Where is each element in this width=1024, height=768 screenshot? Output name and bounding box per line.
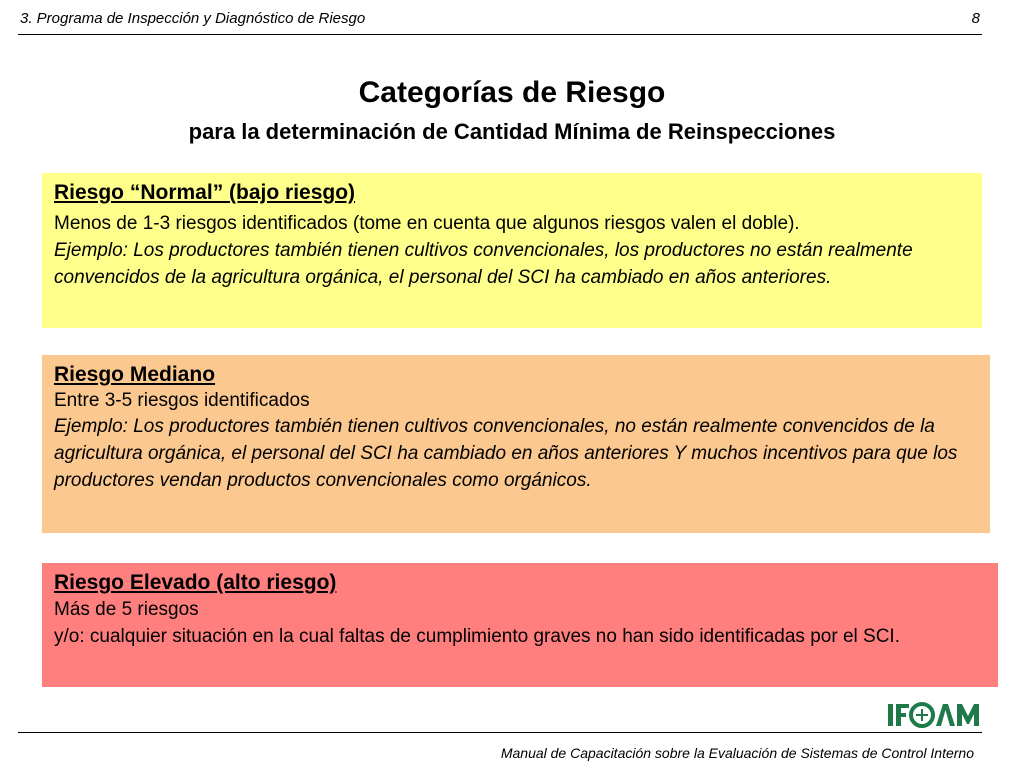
risk-normal-heading: Riesgo “Normal” (bajo riesgo) <box>54 181 356 204</box>
page-number: 8 <box>971 10 980 27</box>
page-subtitle: para la determinación de Cantidad Mínima de Reinspecciones <box>188 119 836 144</box>
page-title: Categorías de Riesgo <box>358 76 666 109</box>
section-title: 3. Programa de Inspección y Diagnóstico de Riesgo <box>20 10 366 27</box>
page-header <box>18 10 982 35</box>
risk-medium-heading: Riesgo Mediano <box>54 363 216 386</box>
risk-high-heading: Riesgo Elevado (alto riesgo) <box>54 571 337 594</box>
risk-high-detail: y/o: cualquier situación en la cual faltas de cumplimiento graves no han sido identificadas por el SCI. <box>54 626 900 647</box>
risk-medium-example: Ejemplo: Los productores también tienen cultivos convencionales, no están realmente convencidos de la agricultura orgánica, el personal del SCI ha cambiado en años anteriores Y muchos incentivos para que los productores vendan productos convencionales como orgánicos. <box>54 416 958 491</box>
risk-medium-description: Entre 3-5 riesgos identificados <box>54 390 310 411</box>
risk-high-box <box>42 563 998 687</box>
risk-medium-box <box>42 355 990 533</box>
ifoam-logo-icon <box>884 700 984 730</box>
risk-normal-example: Ejemplo: Los productores también tienen cultivos convencionales, los productores no están realmente convencidos de la agricultura orgánica, el personal del SCI ha cambiado en años anteriores. <box>54 240 913 288</box>
risk-normal-box <box>42 173 982 328</box>
footer-divider <box>18 732 982 733</box>
page-footer: Manual de Capacitación sobre la Evaluación de Sistemas de Control Interno <box>500 745 974 761</box>
risk-high-description: Más de 5 riesgos <box>54 599 199 620</box>
risk-normal-description: Menos de 1-3 riesgos identificados (tome en cuenta que algunos riesgos valen el doble). <box>54 213 800 234</box>
